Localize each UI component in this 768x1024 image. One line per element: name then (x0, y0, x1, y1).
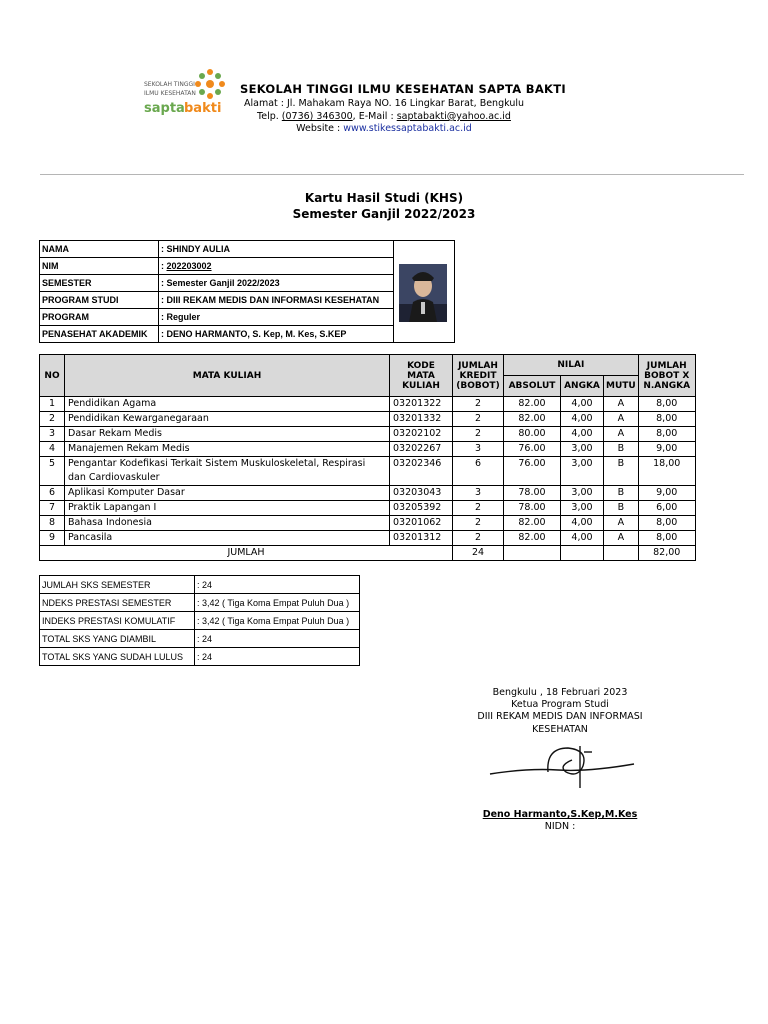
info-row-nim (40, 258, 455, 275)
cell-mk: Pendidikan Agama (65, 397, 390, 412)
info-row-prodi (40, 292, 455, 309)
cell-mk: Pendidikan Kewarganegaraan (65, 412, 390, 427)
prodi-label: PROGRAM STUDI (40, 292, 159, 309)
cell-angka: 4,00 (561, 412, 604, 427)
cell-kode: 03202346 (390, 457, 453, 486)
logo-brand-b: bakti (184, 101, 222, 116)
logo-graphic (138, 58, 238, 154)
cell-bobot: 9,00 (638, 486, 695, 501)
table-row (40, 486, 696, 501)
cell-bobot: 9,00 (638, 442, 695, 457)
cell-kode: 03202267 (390, 442, 453, 457)
cell-no: 3 (40, 427, 65, 442)
photo-cell (394, 241, 455, 343)
website-link[interactable]: www.stikessaptabakti.ac.id (343, 123, 472, 134)
nama-value: : SHINDY AULIA (159, 241, 394, 258)
cell-no: 9 (40, 531, 65, 546)
cell-kode: 03201322 (390, 397, 453, 412)
cell-absolut: 78.00 (504, 486, 561, 501)
table-row (40, 531, 696, 546)
col-absolut: ABSOLUT (504, 376, 561, 397)
semester-value: : Semester Ganjil 2022/2023 (159, 275, 394, 292)
cell-bobot: 8,00 (638, 397, 695, 412)
summary-row (40, 594, 360, 612)
institution-logo (138, 58, 238, 154)
cell-absolut: 76.00 (504, 457, 561, 486)
cell-angka: 4,00 (561, 427, 604, 442)
program-label: PROGRAM (40, 309, 159, 326)
cell-no: 8 (40, 516, 65, 531)
logo-brand-a: sapta (144, 101, 185, 116)
nama-label: NAMA (40, 241, 159, 258)
cell-mk: Bahasa Indonesia (65, 516, 390, 531)
cell-mk: Pengantar Kodefikasi Terkait Sistem Muskuloskeletal, Respirasi dan Cardiovaskuler (65, 457, 390, 486)
summary-value: : 24 (195, 630, 360, 648)
cell-no: 5 (40, 457, 65, 486)
summary-row (40, 630, 360, 648)
handwritten-signature (488, 742, 638, 792)
cell-mk: Pancasila (65, 531, 390, 546)
cell-no: 7 (40, 501, 65, 516)
pa-value: : DENO HARMANTO, S. Kep, M. Kes, S.KEP (159, 326, 394, 343)
cell-mk: Dasar Rekam Medis (65, 427, 390, 442)
nim-prefix: : (161, 261, 167, 271)
cell-absolut: 82.00 (504, 397, 561, 412)
total-mutu (604, 546, 639, 561)
grades-total-row (40, 546, 696, 561)
table-row (40, 412, 696, 427)
summary-label: TOTAL SKS YANG SUDAH LULUS (40, 648, 195, 666)
nim-label: NIM (40, 258, 159, 275)
cell-no: 6 (40, 486, 65, 501)
cell-kredit: 2 (453, 397, 504, 412)
cell-kode: 03201062 (390, 516, 453, 531)
signatory-name: Deno Harmanto,S.Kep,M.Kes (482, 809, 638, 820)
summary-row (40, 648, 360, 666)
header-divider (40, 174, 744, 175)
cell-angka: 3,00 (561, 486, 604, 501)
phone-label: Telp. (257, 111, 279, 122)
cell-bobot: 8,00 (638, 412, 695, 427)
cell-bobot: 8,00 (638, 531, 695, 546)
cell-absolut: 82.00 (504, 516, 561, 531)
summary-label: TOTAL SKS YANG DIAMBIL (40, 630, 195, 648)
cell-kredit: 2 (453, 412, 504, 427)
total-label: JUMLAH (40, 546, 453, 561)
cell-angka: 3,00 (561, 501, 604, 516)
prodi-value: : DIII REKAM MEDIS DAN INFORMASI KESEHATAN (159, 292, 394, 309)
cell-angka: 4,00 (561, 516, 604, 531)
cell-kredit: 2 (453, 501, 504, 516)
student-photo-image (399, 264, 447, 322)
institution-address: Alamat : Jl. Mahakam Raya NO. 16 Lingkar Barat, Bengkulu (244, 98, 524, 109)
institution-website (240, 123, 528, 134)
cell-kredit: 2 (453, 516, 504, 531)
info-row-program (40, 309, 455, 326)
cell-kode: 03201332 (390, 412, 453, 427)
cell-mutu: A (604, 531, 639, 546)
institution-name: SEKOLAH TINGGI ILMU KESEHATAN SAPTA BAKTI (240, 82, 566, 96)
pa-label: PENASEHAT AKADEMIK (40, 326, 159, 343)
cell-bobot: 8,00 (638, 516, 695, 531)
table-row (40, 427, 696, 442)
cell-mutu: B (604, 442, 639, 457)
info-row-semester (40, 275, 455, 292)
cell-mk: Praktik Lapangan I (65, 501, 390, 516)
summary-label: JUMLAH SKS SEMESTER (40, 576, 195, 594)
summary-label: INDEKS PRESTASI KOMULATIF (40, 612, 195, 630)
grades-table (39, 354, 696, 561)
signature-place-date: Bengkulu , 18 Februari 2023 (492, 687, 628, 698)
cell-mutu: B (604, 457, 639, 486)
cell-mutu: B (604, 501, 639, 516)
nim-value (159, 258, 394, 275)
institution-contact (240, 111, 528, 122)
document-title: Kartu Hasil Studi (KHS) (304, 191, 464, 205)
col-mata-kuliah: MATA KULIAH (65, 355, 390, 397)
cell-absolut: 76.00 (504, 442, 561, 457)
cell-absolut: 78.00 (504, 501, 561, 516)
phone-link[interactable]: (0736) 346300 (281, 111, 353, 122)
cell-kode: 03202102 (390, 427, 453, 442)
col-nilai: NILAI (504, 355, 639, 376)
summary-value: : 3,42 ( Tiga Koma Empat Puluh Dua ) (195, 594, 360, 612)
cell-mutu: B (604, 486, 639, 501)
cell-kredit: 2 (453, 427, 504, 442)
col-mutu: MUTU (604, 376, 639, 397)
col-kode: KODE MATA KULIAH (390, 355, 453, 397)
cell-angka: 4,00 (561, 531, 604, 546)
grades-header-row (40, 355, 696, 376)
cell-no: 2 (40, 412, 65, 427)
table-row (40, 457, 696, 486)
cell-angka: 3,00 (561, 457, 604, 486)
nim-number: 202203002 (166, 261, 212, 271)
cell-bobot: 6,00 (638, 501, 695, 516)
total-absolut (504, 546, 561, 561)
table-row (40, 442, 696, 457)
total-bobot: 82,00 (638, 546, 695, 561)
info-row-nama (40, 241, 455, 258)
cell-kredit: 3 (453, 486, 504, 501)
cell-mutu: A (604, 516, 639, 531)
signatory-nidn: NIDN : (544, 821, 576, 832)
summary-table (39, 575, 360, 666)
summary-value: : 24 (195, 648, 360, 666)
cell-absolut: 82.00 (504, 531, 561, 546)
col-bobot: JUMLAH BOBOT X N.ANGKA (638, 355, 695, 397)
student-info-table (39, 240, 455, 343)
cell-mk: Manajemen Rekam Medis (65, 442, 390, 457)
total-angka (561, 546, 604, 561)
summary-body (40, 576, 360, 666)
cell-bobot: 18,00 (638, 457, 695, 486)
cell-angka: 4,00 (561, 397, 604, 412)
semester-label: SEMESTER (40, 275, 159, 292)
cell-absolut: 80.00 (504, 427, 561, 442)
summary-value: : 24 (195, 576, 360, 594)
logo-text-line1: SEKOLAH TINGGI (144, 81, 195, 88)
cell-mutu: A (604, 397, 639, 412)
grades-body (40, 397, 696, 546)
summary-label: NDEKS PRESTASI SEMESTER (40, 594, 195, 612)
cell-bobot: 8,00 (638, 427, 695, 442)
cell-mk: Aplikasi Komputer Dasar (65, 486, 390, 501)
cell-no: 4 (40, 442, 65, 457)
email-link[interactable]: saptabakti@yahoo.ac.id (396, 111, 511, 122)
cell-angka: 3,00 (561, 442, 604, 457)
cell-kode: 03205392 (390, 501, 453, 516)
table-row (40, 397, 696, 412)
website-label: Website : (296, 123, 341, 134)
cell-kode: 03201312 (390, 531, 453, 546)
info-row-pa (40, 326, 455, 343)
table-row (40, 516, 696, 531)
student-photo (394, 242, 452, 342)
document-subtitle: Semester Ganjil 2022/2023 (292, 207, 476, 221)
cell-absolut: 82.00 (504, 412, 561, 427)
cell-kredit: 6 (453, 457, 504, 486)
cell-kredit: 2 (453, 531, 504, 546)
cell-no: 1 (40, 397, 65, 412)
cell-mutu: A (604, 412, 639, 427)
signature-program-line2: KESEHATAN (532, 724, 588, 735)
cell-kode: 03203043 (390, 486, 453, 501)
cell-mutu: A (604, 427, 639, 442)
col-angka: ANGKA (561, 376, 604, 397)
summary-row (40, 612, 360, 630)
logo-flower-icon (195, 69, 225, 99)
cell-kredit: 3 (453, 442, 504, 457)
table-row (40, 501, 696, 516)
program-value: : Reguler (159, 309, 394, 326)
total-kredit: 24 (453, 546, 504, 561)
summary-value: : 3,42 ( Tiga Koma Empat Puluh Dua ) (195, 612, 360, 630)
col-kredit: JUMLAH KREDIT (BOBOT) (453, 355, 504, 397)
summary-row (40, 576, 360, 594)
logo-text-line2: ILMU KESEHATAN (144, 90, 196, 97)
col-no: NO (40, 355, 65, 397)
email-label: , E-Mail : (352, 111, 394, 122)
signature-role: Ketua Program Studi (511, 699, 609, 710)
signature-program-line1: DIII REKAM MEDIS DAN INFORMASI (477, 711, 643, 722)
